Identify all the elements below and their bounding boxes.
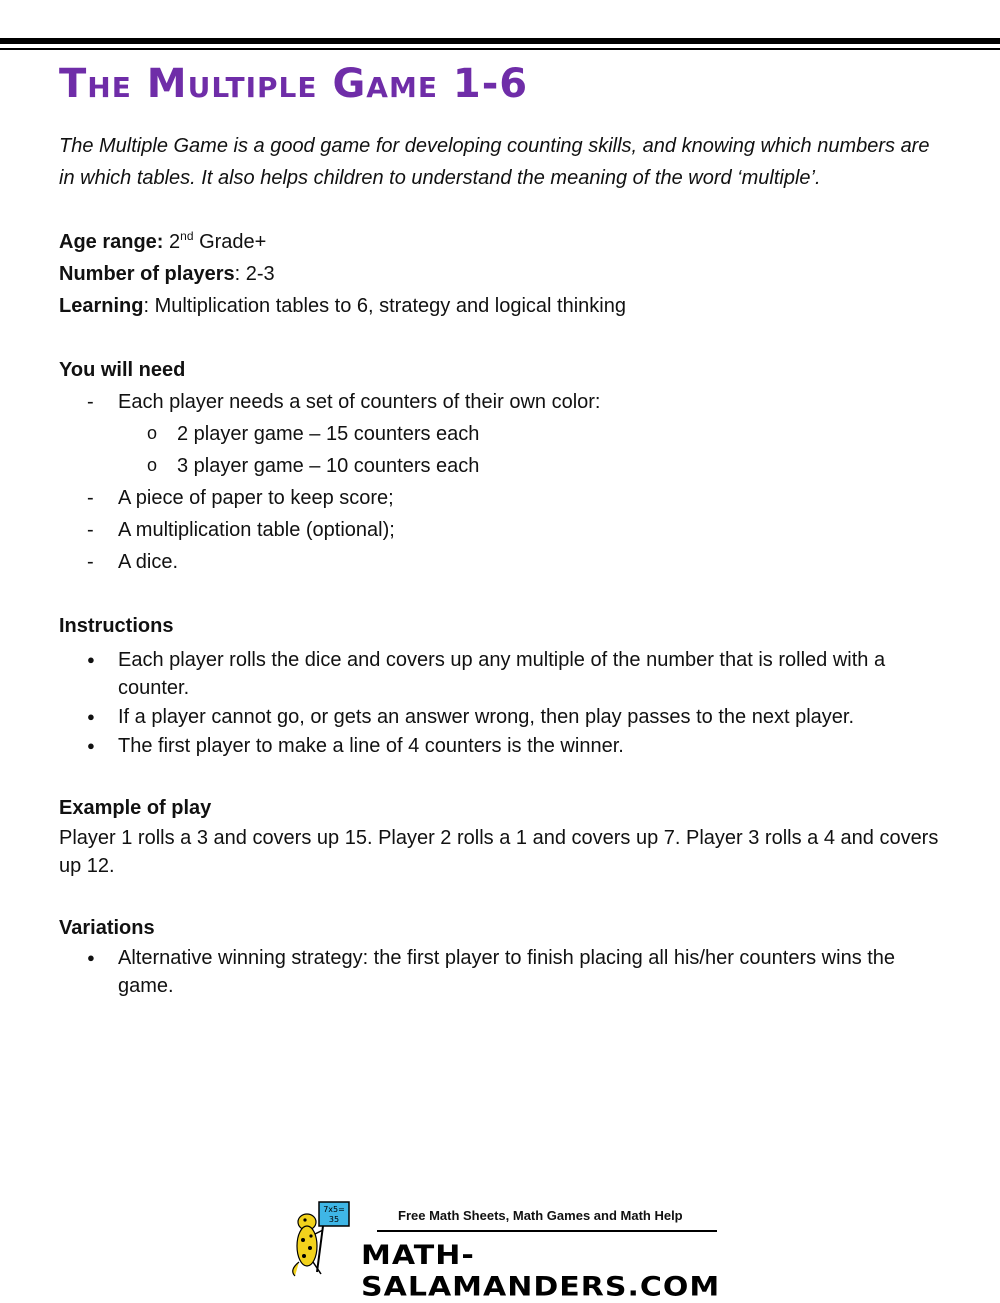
- game-meta: [59, 226, 949, 322]
- intro-paragraph: The Multiple Game is a good game for developing counting skills, and knowing which numbers are in which tables. It also helps children to understand the meaning of the word ‘multiple’.: [59, 135, 930, 189]
- need-list-continued: [59, 482, 949, 578]
- need-subitem: o 3 player game – 10 counters each: [59, 450, 949, 482]
- age-range-num: 2: [163, 231, 181, 253]
- variations-heading: Variations: [59, 917, 155, 939]
- age-range-label: Age range:: [59, 231, 164, 253]
- page-title: The Multiple Game 1-6: [59, 61, 529, 107]
- top-rule-thin: [0, 48, 1000, 50]
- learning: [59, 290, 949, 322]
- need-heading: You will need: [59, 359, 186, 381]
- learning-label: Learning: [59, 295, 144, 317]
- instructions-heading: Instructions: [59, 615, 174, 637]
- instructions-list: [59, 646, 949, 760]
- site-footer: [287, 1200, 747, 1303]
- number-of-players: [59, 258, 949, 290]
- need-item: - Each player needs a set of counters of their own color:: [59, 386, 949, 418]
- instruction-item: ● The first player to make a line of 4 counters is the winner.: [59, 732, 949, 760]
- salamander-mascot-icon: [287, 1200, 353, 1278]
- site-logo[interactable]: MATH-SALAMANDERS.COM: [361, 1239, 721, 1303]
- instruction-item: ● Each player rolls the dice and covers up any multiple of the number that is rolled with a counter.: [59, 646, 949, 702]
- variation-item: ● Alternative winning strategy: the first player to finish placing all his/her counters wins the game.: [59, 944, 949, 1000]
- need-list: [59, 386, 949, 418]
- age-range-rest: Grade+: [193, 231, 267, 253]
- players-label: Number of players: [59, 263, 235, 285]
- mascot-sign-line1: 7x5=: [323, 1205, 345, 1214]
- top-rule-thick: [0, 38, 1000, 44]
- mascot-sign-line2: 35: [328, 1215, 340, 1224]
- need-item: - A multiplication table (optional);: [59, 514, 949, 546]
- learning-value: : Multiplication tables to 6, strategy and logical thinking: [143, 295, 626, 317]
- example-heading: Example of play: [59, 797, 212, 819]
- age-range-sup: nd: [180, 229, 194, 243]
- main-content: [59, 130, 949, 1001]
- need-item: - A dice.: [59, 546, 949, 578]
- variations-list: [59, 944, 949, 1000]
- instruction-item: ● If a player cannot go, or gets an answer wrong, then play passes to the next player.: [59, 703, 949, 731]
- need-sublist: [59, 418, 949, 482]
- footer-tagline: Free Math Sheets, Math Games and Math Help: [398, 1208, 683, 1223]
- need-item: - A piece of paper to keep score;: [59, 482, 949, 514]
- example-text: Player 1 rolls a 3 and covers up 15. Player 2 rolls a 1 and covers up 7. Player 3 rolls a 4 and covers up 12.: [59, 827, 939, 877]
- need-subitem: o 2 player game – 15 counters each: [59, 418, 949, 450]
- footer-divider: [377, 1230, 717, 1232]
- age-range: [59, 226, 949, 258]
- players-value: : 2-3: [234, 263, 275, 285]
